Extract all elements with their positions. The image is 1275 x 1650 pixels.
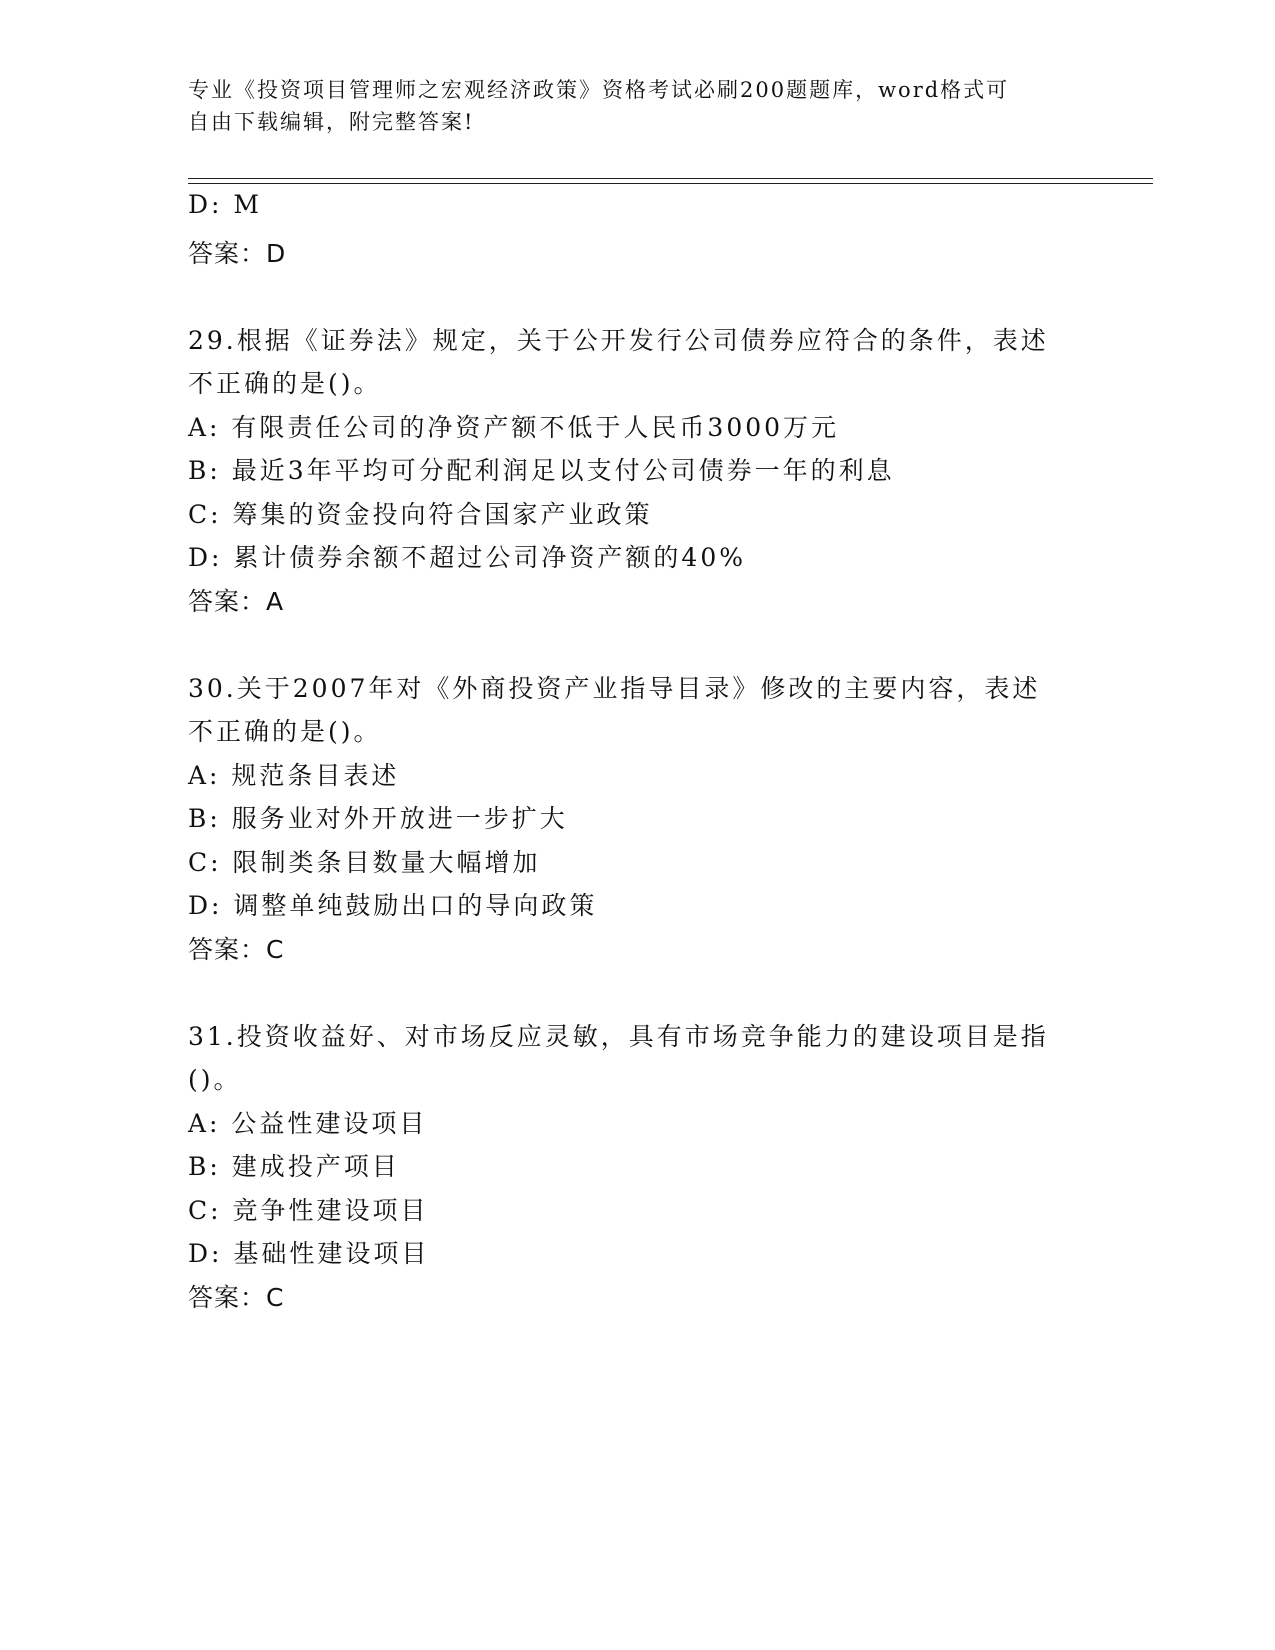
header-line-2: 自由下载编辑，附完整答案!	[188, 110, 475, 134]
question-31-answer: 答案：C	[188, 1283, 285, 1312]
document-header	[188, 74, 1088, 138]
question-31-stem-line-2: ()。	[188, 1065, 242, 1094]
question-30-option-c: C: 限制类条目数量大幅增加	[188, 848, 541, 877]
question-31-option-b: B: 建成投产项目	[188, 1152, 400, 1181]
header-divider-top	[188, 178, 1153, 179]
question-29-answer: 答案：A	[188, 587, 285, 616]
header-divider-bottom	[188, 183, 1153, 184]
prev-option-d: D: M	[188, 190, 263, 219]
question-31-option-a: A: 公益性建设项目	[188, 1109, 428, 1138]
question-29-option-c: C: 筹集的资金投向符合国家产业政策	[188, 500, 653, 529]
question-29-stem-line-1: 29.根据《证券法》规定，关于公开发行公司债券应符合的条件，表述	[188, 326, 1049, 355]
header-line-1: 专业《投资项目管理师之宏观经济政策》资格考试必刷200题题库，word格式可	[188, 78, 1010, 102]
prev-answer: 答案：D	[188, 239, 287, 268]
question-31-stem-line-1: 31.投资收益好、对市场反应灵敏，具有市场竞争能力的建设项目是指	[188, 1022, 1049, 1051]
question-30-option-b: B: 服务业对外开放进一步扩大	[188, 804, 568, 833]
question-30-answer: 答案：C	[188, 935, 285, 964]
question-30-option-a: A: 规范条目表述	[188, 761, 400, 790]
question-30-stem-line-1: 30.关于2007年对《外商投资产业指导目录》修改的主要内容，表述	[188, 674, 1041, 703]
question-29-option-d: D: 累计债券余额不超过公司净资产额的40%	[188, 543, 746, 572]
question-31-option-d: D: 基础性建设项目	[188, 1239, 430, 1268]
question-29-option-b: B: 最近3年平均可分配利润足以支付公司债券一年的利息	[188, 456, 895, 485]
question-30-stem-line-2: 不正确的是()。	[188, 717, 382, 746]
question-29-option-a: A: 有限责任公司的净资产额不低于人民币3000万元	[188, 413, 840, 442]
question-29-stem-line-2: 不正确的是()。	[188, 369, 382, 398]
question-30-option-d: D: 调整单纯鼓励出口的导向政策	[188, 891, 598, 920]
question-31-option-c: C: 竞争性建设项目	[188, 1196, 429, 1225]
